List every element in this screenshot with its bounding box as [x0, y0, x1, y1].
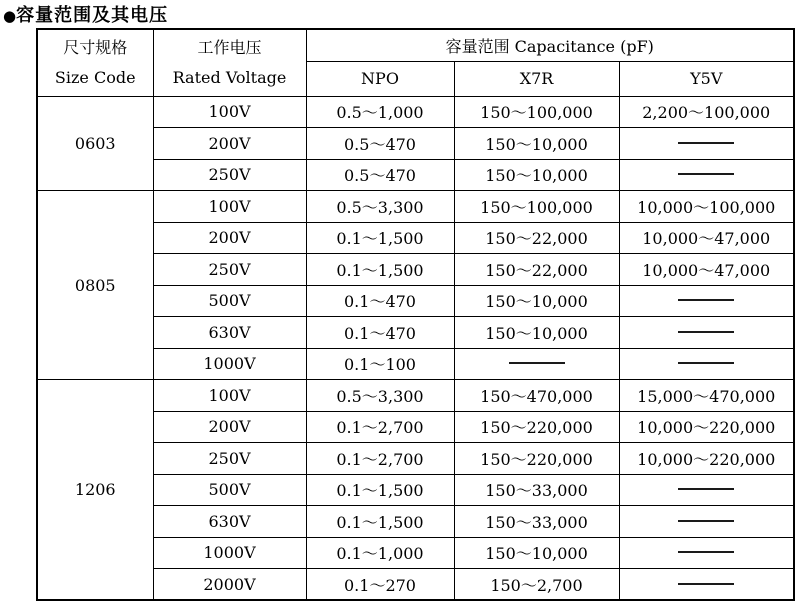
y5v-column-header: Y5V — [619, 61, 794, 96]
voltage-cell: 100V — [153, 96, 306, 128]
table-body — [37, 96, 794, 600]
bullet-icon: ● — [3, 7, 17, 25]
npo-cell: 0.5～1,000 — [306, 96, 454, 128]
voltage-cell: 630V — [153, 317, 306, 349]
no-value-dash — [678, 583, 734, 585]
table-row — [37, 96, 794, 128]
voltage-cell: 250V — [153, 254, 306, 286]
x7r-cell: 150～2,700 — [454, 569, 619, 601]
x7r-cell: 150～10,000 — [454, 317, 619, 349]
npo-cell: 0.5～470 — [306, 159, 454, 191]
voltage-cell: 100V — [153, 380, 306, 412]
y5v-cell — [619, 348, 794, 380]
x7r-cell: 150～10,000 — [454, 537, 619, 569]
x7r-cell: 150～470,000 — [454, 380, 619, 412]
npo-column-header: NPO — [306, 61, 454, 96]
no-value-dash — [678, 520, 734, 522]
voltage-cell: 500V — [153, 285, 306, 317]
voltage-cell: 250V — [153, 159, 306, 191]
no-value-dash — [678, 331, 734, 333]
voltage-cell: 630V — [153, 506, 306, 538]
capacitance-range-table — [36, 28, 795, 601]
npo-cell: 0.5～3,300 — [306, 380, 454, 412]
table-row — [37, 380, 794, 412]
rated-voltage-header — [153, 29, 306, 96]
npo-cell: 0.1～1,500 — [306, 506, 454, 538]
npo-cell: 0.1～1,000 — [306, 537, 454, 569]
voltage-cell: 1000V — [153, 348, 306, 380]
npo-cell: 0.1～270 — [306, 569, 454, 601]
y5v-cell — [619, 317, 794, 349]
size-code-cell: 0805 — [37, 191, 153, 380]
x7r-cell: 150～100,000 — [454, 191, 619, 223]
no-value-dash — [678, 488, 734, 490]
x7r-cell: 150～22,000 — [454, 254, 619, 286]
x7r-cell: 150～10,000 — [454, 159, 619, 191]
page-title — [3, 1, 168, 27]
y5v-cell — [619, 537, 794, 569]
voltage-cell: 250V — [153, 443, 306, 475]
voltage-cell: 200V — [153, 411, 306, 443]
size-code-header-en: Size Code — [54, 67, 136, 87]
y5v-cell — [619, 285, 794, 317]
table-row — [37, 191, 794, 223]
no-value-dash — [509, 362, 565, 364]
npo-cell: 0.1～470 — [306, 317, 454, 349]
y5v-cell — [619, 569, 794, 601]
voltage-cell: 1000V — [153, 537, 306, 569]
y5v-cell: 15,000～470,000 — [619, 380, 794, 412]
rated-voltage-header-en: Rated Voltage — [172, 67, 287, 87]
npo-cell: 0.1～1,500 — [306, 254, 454, 286]
voltage-cell: 2000V — [153, 569, 306, 601]
x7r-cell: 150～10,000 — [454, 128, 619, 160]
npo-cell: 0.1～100 — [306, 348, 454, 380]
y5v-cell: 10,000～47,000 — [619, 222, 794, 254]
y5v-cell: 10,000～100,000 — [619, 191, 794, 223]
voltage-cell: 200V — [153, 222, 306, 254]
voltage-cell: 200V — [153, 128, 306, 160]
npo-cell: 0.1～2,700 — [306, 411, 454, 443]
npo-cell: 0.1～1,500 — [306, 222, 454, 254]
y5v-cell: 10,000～220,000 — [619, 411, 794, 443]
header-row-main — [37, 29, 794, 61]
npo-cell: 0.1～1,500 — [306, 474, 454, 506]
voltage-cell: 100V — [153, 191, 306, 223]
no-value-dash — [678, 299, 734, 301]
x7r-cell: 150～220,000 — [454, 411, 619, 443]
x7r-cell — [454, 348, 619, 380]
capacitance-header: 容量范围 Capacitance (pF) — [306, 29, 794, 61]
y5v-cell — [619, 506, 794, 538]
no-value-dash — [678, 173, 734, 175]
npo-cell: 0.1～470 — [306, 285, 454, 317]
y5v-cell: 2,200～100,000 — [619, 96, 794, 128]
no-value-dash — [678, 551, 734, 553]
x7r-cell: 150～33,000 — [454, 474, 619, 506]
size-code-cell: 0603 — [37, 96, 153, 191]
x7r-cell: 150～100,000 — [454, 96, 619, 128]
y5v-cell: 10,000～47,000 — [619, 254, 794, 286]
npo-cell: 0.1～2,700 — [306, 443, 454, 475]
x7r-cell: 150～220,000 — [454, 443, 619, 475]
size-code-header — [37, 29, 153, 96]
voltage-cell: 500V — [153, 474, 306, 506]
x7r-column-header: X7R — [454, 61, 619, 96]
no-value-dash — [678, 142, 734, 144]
y5v-cell — [619, 474, 794, 506]
y5v-cell — [619, 159, 794, 191]
npo-cell: 0.5～3,300 — [306, 191, 454, 223]
size-code-cell: 1206 — [37, 380, 153, 601]
npo-cell: 0.5～470 — [306, 128, 454, 160]
no-value-dash — [678, 362, 734, 364]
y5v-cell — [619, 128, 794, 160]
x7r-cell: 150～10,000 — [454, 285, 619, 317]
size-code-header-zh: 尺寸规格 — [63, 37, 128, 57]
y5v-cell: 10,000～220,000 — [619, 443, 794, 475]
x7r-cell: 150～33,000 — [454, 506, 619, 538]
x7r-cell: 150～22,000 — [454, 222, 619, 254]
page-title-text: 容量范围及其电压 — [16, 5, 169, 26]
rated-voltage-header-zh: 工作电压 — [197, 37, 262, 57]
